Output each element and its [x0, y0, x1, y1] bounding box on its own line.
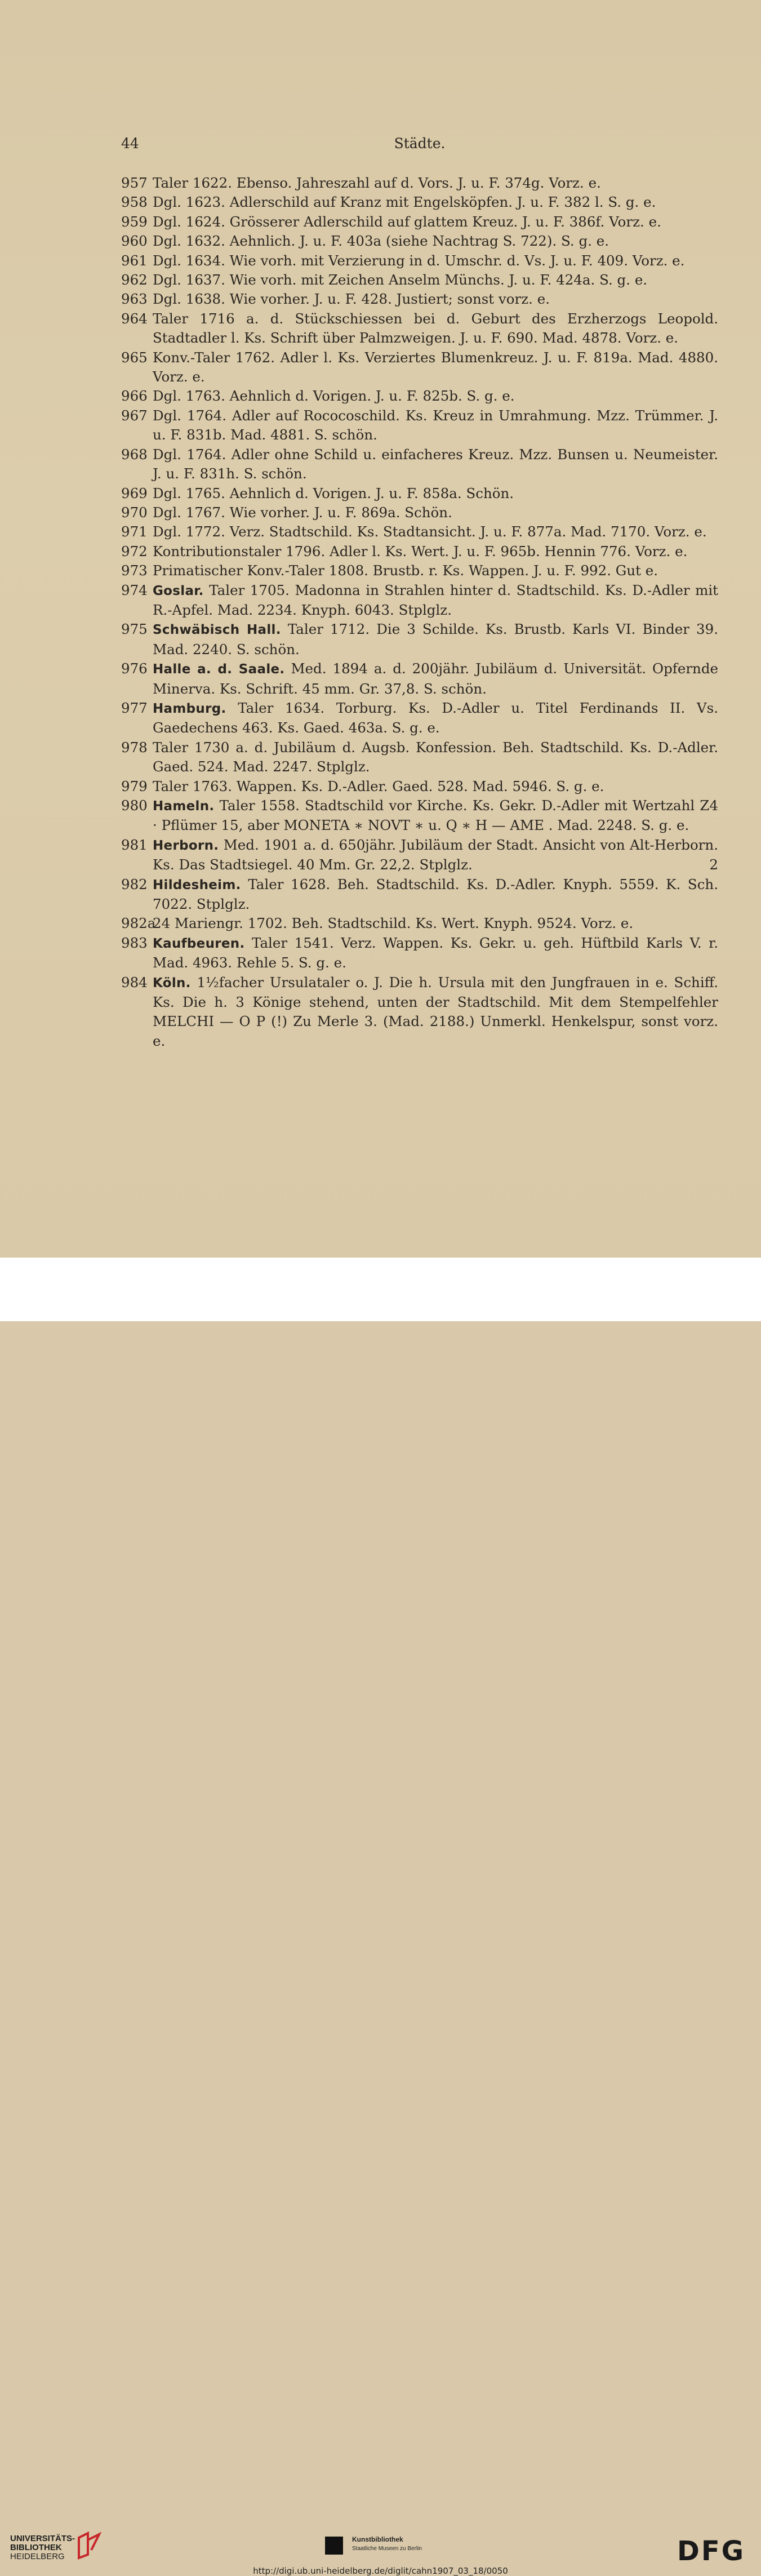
entry-location: Schwäbisch Hall.	[153, 623, 281, 638]
entry-text	[153, 620, 718, 659]
entry-number: 982	[121, 876, 148, 892]
entry-number: 977	[121, 699, 148, 716]
entry-number: 976	[121, 660, 148, 677]
entry-text	[153, 174, 718, 193]
entry-description: Taler 1705. Madonna in Strahlen hinter d. Stadtschild. Ks. D.-Adler mit R.-Apfel. Mad. 2234. Knyph. 6043. Stplglz.	[153, 581, 718, 618]
entry-number: 979	[121, 778, 148, 794]
entry-number: 978	[121, 739, 148, 756]
catalog-entry	[121, 348, 718, 387]
entry-description: Primatischer Konv.-Taler 1808. Brustb. r. Ks. Wappen. J. u. F. 992. Gut e.	[153, 562, 658, 579]
entry-number: 971	[121, 523, 148, 540]
entry-description: Dgl. 1763. Aehnlich d. Vorigen. J. u. F. 825b. S. g. e.	[153, 388, 515, 405]
catalog-entry	[121, 796, 718, 836]
entry-number: 981	[121, 836, 148, 853]
page-header	[121, 135, 718, 158]
entry-text	[153, 406, 718, 445]
entry-description: 1½facher Ursulataler o. J. Die h. Ursula mit den Jungfrauen in e. Schiff. Ks. Die h. 3 Könige stehend, unten der Stadtschild. Mit dem Stempelfehler MELCHI — O P (!) Zu Merle 3. (Mad. 2188.) Unmerkl. Henkelspur, sonst vorz. e.	[153, 974, 718, 1049]
library-line: BIBLIOTHEK	[10, 2543, 62, 2552]
entry-text	[153, 581, 718, 620]
entry-description: Taler 1712. Die 3 Schilde. Ks. Brustb. Karls VI. Binder 39. Mad. 2240. S. schön.	[153, 621, 718, 658]
entry-number: 957	[121, 175, 148, 191]
entry-text	[153, 738, 718, 777]
entry-description: Dgl. 1624. Grösserer Adlerschild auf glattem Kreuz. J. u. F. 386f. Vorz. e.	[153, 213, 661, 230]
entry-number: 959	[121, 213, 148, 230]
entry-text	[153, 193, 718, 212]
entry-number: 983	[121, 934, 148, 951]
entry-description: Taler 1716 a. d. Stückschiessen bei d. Geburt des Erzherzogs Leopold. Stadtadler l. Ks. Schrift über Palmzweigen. J. u. F. 690. Mad. 4878. Vorz. e.	[153, 310, 718, 347]
dfg-logo[interactable]: DFG	[677, 2535, 746, 2567]
entry-description: Med. 1894 a. d. 200jähr. Jubiläum d. Universität. Opfernde Minerva. Ks. Schrift. 45 mm. Gr. 37,8. S. schön.	[153, 660, 719, 697]
entry-number: 974	[121, 581, 148, 598]
entry-number: 973	[121, 562, 148, 579]
entry-number: 963	[121, 291, 148, 308]
entry-text	[153, 699, 718, 738]
catalog-entry	[121, 503, 718, 522]
entry-description: Dgl. 1767. Wie vorher. J. u. F. 869a. Schön.	[153, 504, 452, 521]
entry-description: Dgl. 1634. Wie vorh. mit Verzierung in d. Umschr. d. Vs. J. u. F. 409. Vorz. e.	[153, 252, 685, 269]
entry-text	[153, 875, 718, 914]
entry-description: Taler 1634. Torburg. Ks. D.-Adler u. Titel Ferdinands II. Vs. Gaedechens 463. Ks. Gaed. 463a. S. g. e.	[153, 699, 718, 736]
entry-location: Kaufbeuren.	[153, 936, 245, 951]
entry-text	[153, 659, 718, 699]
entry-description: Dgl. 1632. Aehnlich. J. u. F. 403a (siehe Nachtrag S. 722). S. g. e.	[153, 233, 609, 250]
entry-text	[153, 445, 718, 484]
catalog-entry	[121, 406, 718, 445]
catalog-entry	[121, 270, 718, 290]
entry-text	[153, 387, 718, 406]
catalog-entry	[121, 934, 718, 973]
page-url-link[interactable]: http://digi.ub.uni-heidelberg.de/diglit/cahn1907_03_18/0050	[253, 2566, 508, 2576]
footer-bar	[0, 1258, 761, 2576]
entry-description: 24 Mariengr. 1702. Beh. Stadtschild. Ks. Wert. Knyph. 9524. Vorz. e.	[153, 915, 634, 932]
entry-text	[153, 270, 718, 290]
entry-text	[153, 522, 718, 541]
catalog-entry	[121, 777, 718, 796]
entry-number: 982a	[121, 915, 156, 932]
catalog-entry	[121, 973, 718, 1051]
catalog-entry	[121, 174, 718, 193]
entry-description: Taler 1541. Verz. Wappen. Ks. Gekr. u. geh. Hüftbild Karls V. r. Mad. 4963. Rehle 5. S. g. e.	[153, 934, 718, 971]
entry-text	[153, 561, 718, 580]
catalog-entry	[121, 232, 718, 251]
entry-text	[153, 914, 718, 933]
catalog-entry	[121, 484, 718, 503]
catalog-entry	[121, 290, 718, 309]
entry-location: Hamburg.	[153, 701, 226, 716]
entry-number: 966	[121, 388, 148, 405]
library-emblem-icon	[74, 2530, 103, 2562]
entry-description: Kontributionstaler 1796. Adler l. Ks. Wert. J. u. F. 965b. Hennin 776. Vorz. e.	[153, 543, 688, 559]
catalog-entry	[121, 561, 718, 580]
page-number: 44	[121, 135, 139, 152]
entry-number: 964	[121, 310, 148, 327]
entry-number: 960	[121, 233, 148, 250]
entry-text	[153, 503, 718, 522]
entry-number: 980	[121, 797, 148, 814]
entry-number: 958	[121, 194, 148, 211]
entry-number: 975	[121, 621, 148, 638]
catalog-entry	[121, 738, 718, 777]
catalog-entry	[121, 309, 718, 348]
entry-text	[153, 777, 718, 796]
entry-number: 972	[121, 543, 148, 559]
entry-location: Goslar.	[153, 583, 204, 598]
entry-text	[153, 309, 718, 348]
entry-description: Dgl. 1764. Adler ohne Schild u. einfacheres Kreuz. Mzz. Bunsen u. Neumeister. J. u. F. 831h. S. schön.	[153, 446, 718, 482]
entry-description: Taler 1622. Ebenso. Jahreszahl auf d. Vors. J. u. F. 374g. Vorz. e.	[153, 175, 601, 191]
entry-number: 961	[121, 252, 148, 269]
catalog-entry	[121, 522, 718, 541]
entry-text	[153, 290, 718, 309]
catalog-entry	[121, 914, 718, 933]
entry-description: Dgl. 1765. Aehnlich d. Vorigen. J. u. F. 858a. Schön.	[153, 485, 514, 501]
entry-location: Halle a. d. Saale.	[153, 662, 285, 677]
catalog-entry	[121, 581, 718, 620]
entry-description: Dgl. 1772. Verz. Stadtschild. Ks. Stadtansicht. J. u. F. 877a. Mad. 7170. Vorz. e.	[153, 523, 707, 540]
entry-suffix: 2	[709, 856, 718, 873]
entry-text	[153, 796, 718, 836]
entry-text	[153, 934, 718, 973]
entry-description: Dgl. 1637. Wie vorh. mit Zeichen Anselm Münchs. J. u. F. 424a. S. g. e.	[153, 272, 648, 288]
entry-description: Dgl. 1623. Adlerschild auf Kranz mit Engelsköpfen. J. u. F. 382 l. S. g. e.	[153, 194, 656, 211]
catalog-entry	[121, 659, 718, 699]
catalog-entry	[121, 875, 718, 914]
catalog-entry	[121, 212, 718, 232]
entry-description: Taler 1628. Beh. Stadtschild. Ks. D.-Adler. Knyph. 5559. K. Sch. 7022. Stplglz.	[153, 876, 718, 913]
library-line: UNIVERSITÄTS-	[10, 2534, 75, 2543]
kb-name: Kunstbibliothek	[352, 2535, 403, 2543]
entry-number: 962	[121, 272, 148, 288]
entry-number: 970	[121, 504, 148, 521]
entry-text	[153, 251, 718, 270]
entry-description: Dgl. 1764. Adler auf Rococoschild. Ks. Kreuz in Umrahmung. Mzz. Trümmer. J. u. F. 831b. Mad. 4881. S. schön.	[153, 407, 718, 443]
page-title: Städte.	[394, 135, 446, 152]
entry-description: Dgl. 1638. Wie vorher. J. u. F. 428. Justiert; sonst vorz. e.	[153, 291, 550, 308]
catalog-entry	[121, 251, 718, 270]
entry-text	[153, 484, 718, 503]
entry-text	[153, 542, 718, 561]
entry-text	[153, 973, 718, 1051]
entry-description: Konv.-Taler 1762. Adler l. Ks. Verziertes Blumenkreuz. J. u. F. 819a. Mad. 4880. Vorz. e.	[153, 349, 718, 385]
entry-location: Hameln.	[153, 799, 215, 814]
entry-location: Herborn.	[153, 838, 219, 853]
entry-number: 969	[121, 485, 148, 501]
catalog-entry	[121, 387, 718, 406]
entry-number: 968	[121, 446, 148, 463]
catalog-entry	[121, 542, 718, 561]
entry-description: Taler 1730 a. d. Jubiläum d. Augsb. Konfession. Beh. Stadtschild. Ks. D.-Adler. Gaed. 524. Mad. 2247. Stplglz.	[153, 739, 718, 775]
entry-location: Hildesheim.	[153, 877, 241, 892]
entry-description: Taler 1558. Stadtschild vor Kirche. Ks. Gekr. D.-Adler mit Wertzahl Z4 · Pflümer 15, aber MONETA ∗ NOVT ∗ u. Q ∗ H — AME . Mad. 2248. S. g. e.	[153, 797, 718, 834]
catalog-entry	[121, 620, 718, 659]
kunstbibliothek-icon	[325, 2537, 343, 2555]
catalog-entry	[121, 445, 718, 484]
scanned-page	[0, 0, 761, 1258]
entry-location: Köln.	[153, 975, 191, 991]
entry-description: Med. 1901 a. d. 650jähr. Jubiläum der Stadt. Ansicht von Alt-Herborn. Ks. Das Stadtsiegel. 40 Mm. Gr. 22,2. Stplglz.	[153, 836, 718, 873]
catalog-entry	[121, 699, 718, 738]
kb-subtitle: Staatliche Museen zu Berlin	[352, 2546, 422, 2552]
library-line: HEIDELBERG	[10, 2552, 65, 2561]
entry-number: 967	[121, 407, 148, 424]
entry-text	[153, 232, 718, 251]
entry-description: Taler 1763. Wappen. Ks. D.-Adler. Gaed. 528. Mad. 5946. S. g. e.	[153, 778, 604, 794]
entry-number: 965	[121, 349, 148, 366]
catalog-entry	[121, 193, 718, 212]
entry-text	[153, 836, 718, 875]
entry-text	[153, 348, 718, 387]
entry-text	[153, 212, 718, 232]
catalog-entries	[121, 174, 718, 1051]
entry-number: 984	[121, 974, 148, 991]
catalog-entry	[121, 836, 718, 875]
